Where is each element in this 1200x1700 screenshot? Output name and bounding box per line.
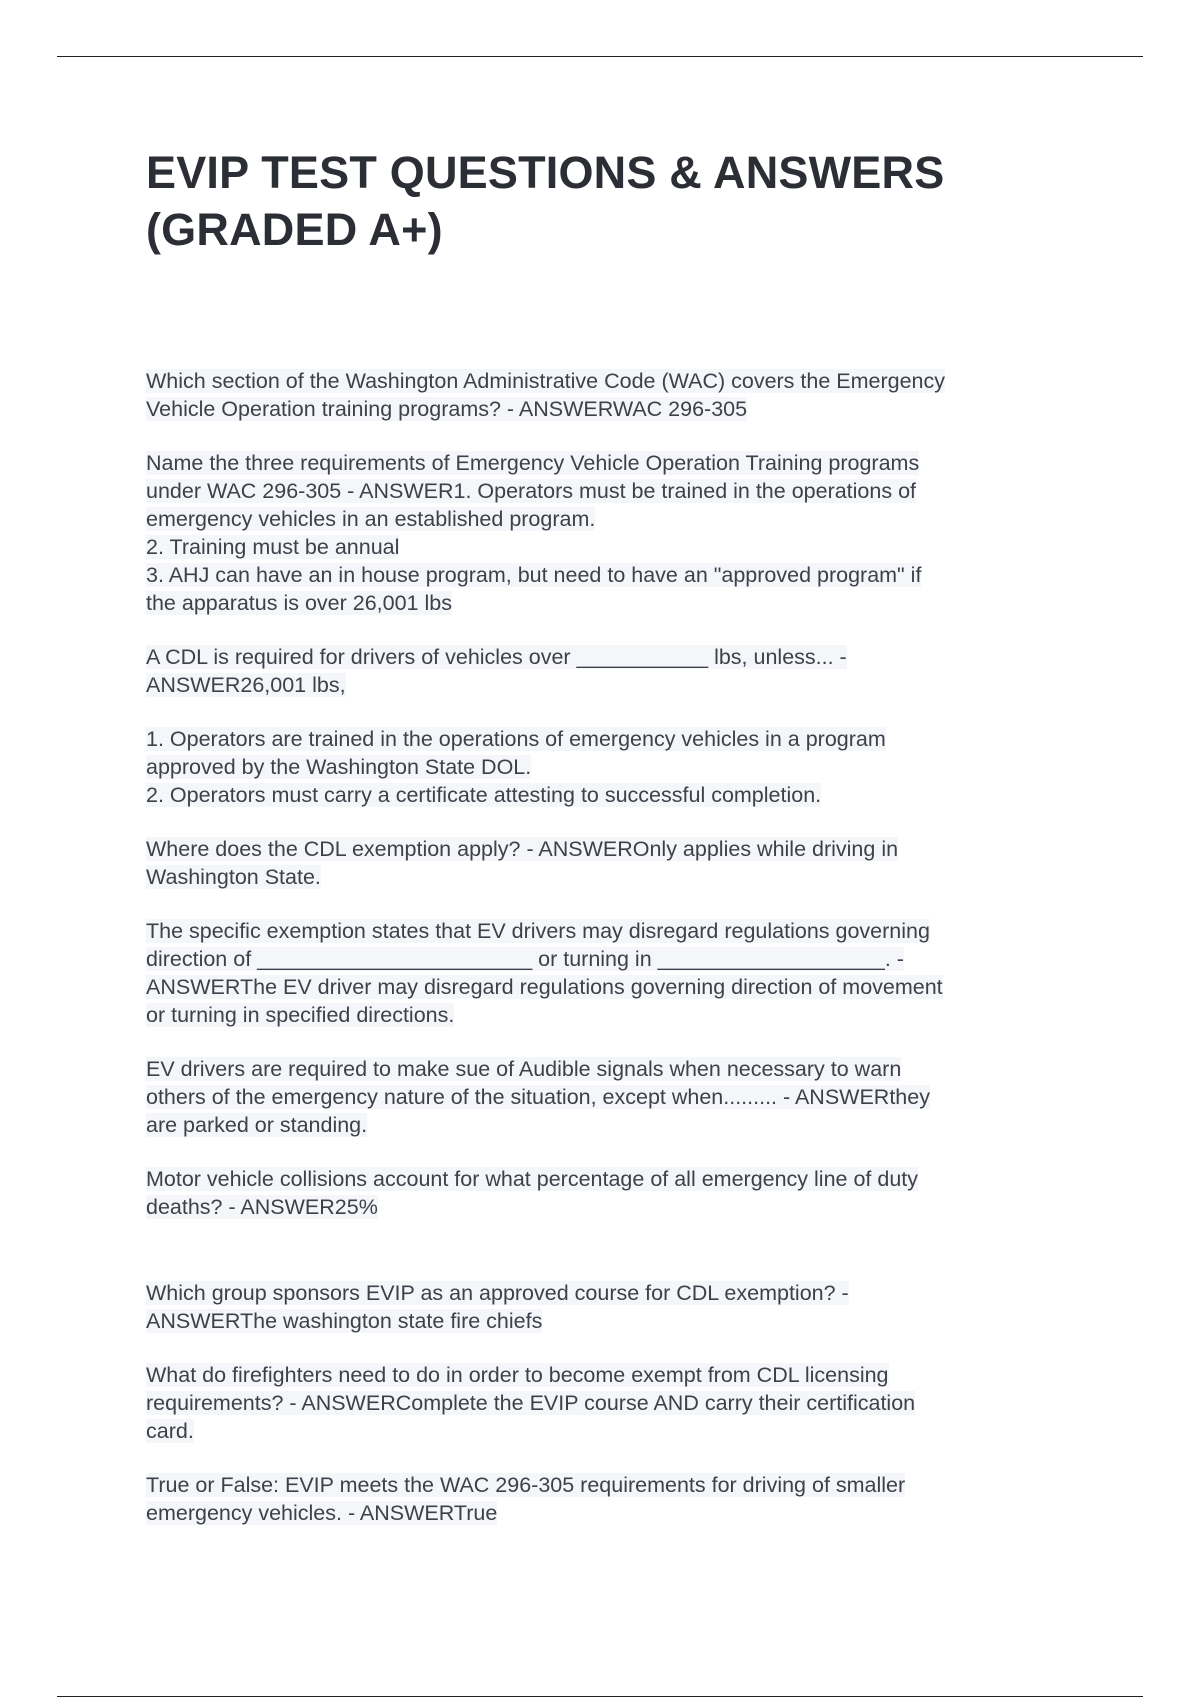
qa-item	[146, 1165, 1071, 1221]
qa-line: direction of _______________________ or turning in ___________________. -	[146, 947, 904, 971]
qa-line: The specific exemption states that EV drivers may disregard regulations governing	[146, 919, 930, 943]
qa-line: under WAC 296-305 - ANSWER1. Operators must be trained in the operations of	[146, 479, 917, 503]
document-title	[146, 144, 1086, 258]
qa-line: What do firefighters need to do in order to become exempt from CDL licensing	[146, 1363, 889, 1387]
qa-line: A CDL is required for drivers of vehicles over ___________ lbs, unless... -	[146, 645, 847, 669]
qa-item	[146, 1279, 1071, 1335]
qa-line: card.	[146, 1419, 194, 1443]
qa-line: Which section of the Washington Administrative Code (WAC) covers the Emergency	[146, 369, 946, 393]
qa-line: 2. Training must be annual	[146, 535, 400, 559]
qa-line: deaths? - ANSWER25%	[146, 1195, 378, 1219]
qa-line: 2. Operators must carry a certificate attesting to successful completion.	[146, 783, 822, 807]
qa-item	[146, 725, 1071, 809]
top-rule	[57, 56, 1143, 57]
qa-line: requirements? - ANSWERComplete the EVIP course AND carry their certification	[146, 1391, 916, 1415]
qa-line: 3. AHJ can have an in house program, but need to have an "approved program" if	[146, 563, 922, 587]
title-line: (GRADED A+)	[146, 204, 443, 255]
qa-line: ANSWERThe washington state fire chiefs	[146, 1309, 543, 1333]
qa-line: emergency vehicles. - ANSWERTrue	[146, 1501, 498, 1525]
qa-item	[146, 1361, 1071, 1445]
qa-line: emergency vehicles in an established program.	[146, 507, 596, 531]
qa-line: ANSWER26,001 lbs,	[146, 673, 346, 697]
bottom-rule	[57, 1696, 1143, 1697]
qa-line: EV drivers are required to make sue of Audible signals when necessary to warn	[146, 1057, 902, 1081]
qa-line: Washington State.	[146, 865, 321, 889]
qa-line: Vehicle Operation training programs? - ANSWERWAC 296-305	[146, 397, 748, 421]
qa-line: others of the emergency nature of the situation, except when......... - ANSWERthey	[146, 1085, 930, 1109]
qa-line: Name the three requirements of Emergency Vehicle Operation Training programs	[146, 451, 920, 475]
qa-line: ANSWERThe EV driver may disregard regulations governing direction of movement	[146, 975, 943, 999]
qa-item	[146, 1055, 1071, 1139]
qa-line: the apparatus is over 26,001 lbs	[146, 591, 452, 615]
qa-line: or turning in specified directions.	[146, 1003, 455, 1027]
qa-item	[146, 835, 1071, 891]
qa-item	[146, 643, 1071, 699]
qa-item	[146, 917, 1071, 1029]
qa-line: Motor vehicle collisions account for what percentage of all emergency line of duty	[146, 1167, 919, 1191]
qa-item	[146, 1471, 1071, 1527]
qa-item	[146, 449, 1071, 617]
qa-line: 1. Operators are trained in the operations of emergency vehicles in a program	[146, 727, 886, 751]
qa-line: Where does the CDL exemption apply? - ANSWEROnly applies while driving in	[146, 837, 899, 861]
qa-line: are parked or standing.	[146, 1113, 368, 1137]
qa-line: True or False: EVIP meets the WAC 296-305 requirements for driving of smaller	[146, 1473, 906, 1497]
title-line: EVIP TEST QUESTIONS & ANSWERS	[146, 147, 945, 198]
qa-item	[146, 367, 1071, 423]
qa-line: approved by the Washington State DOL.	[146, 755, 532, 779]
qa-list	[146, 367, 1071, 1553]
qa-line: Which group sponsors EVIP as an approved course for CDL exemption? -	[146, 1281, 849, 1305]
